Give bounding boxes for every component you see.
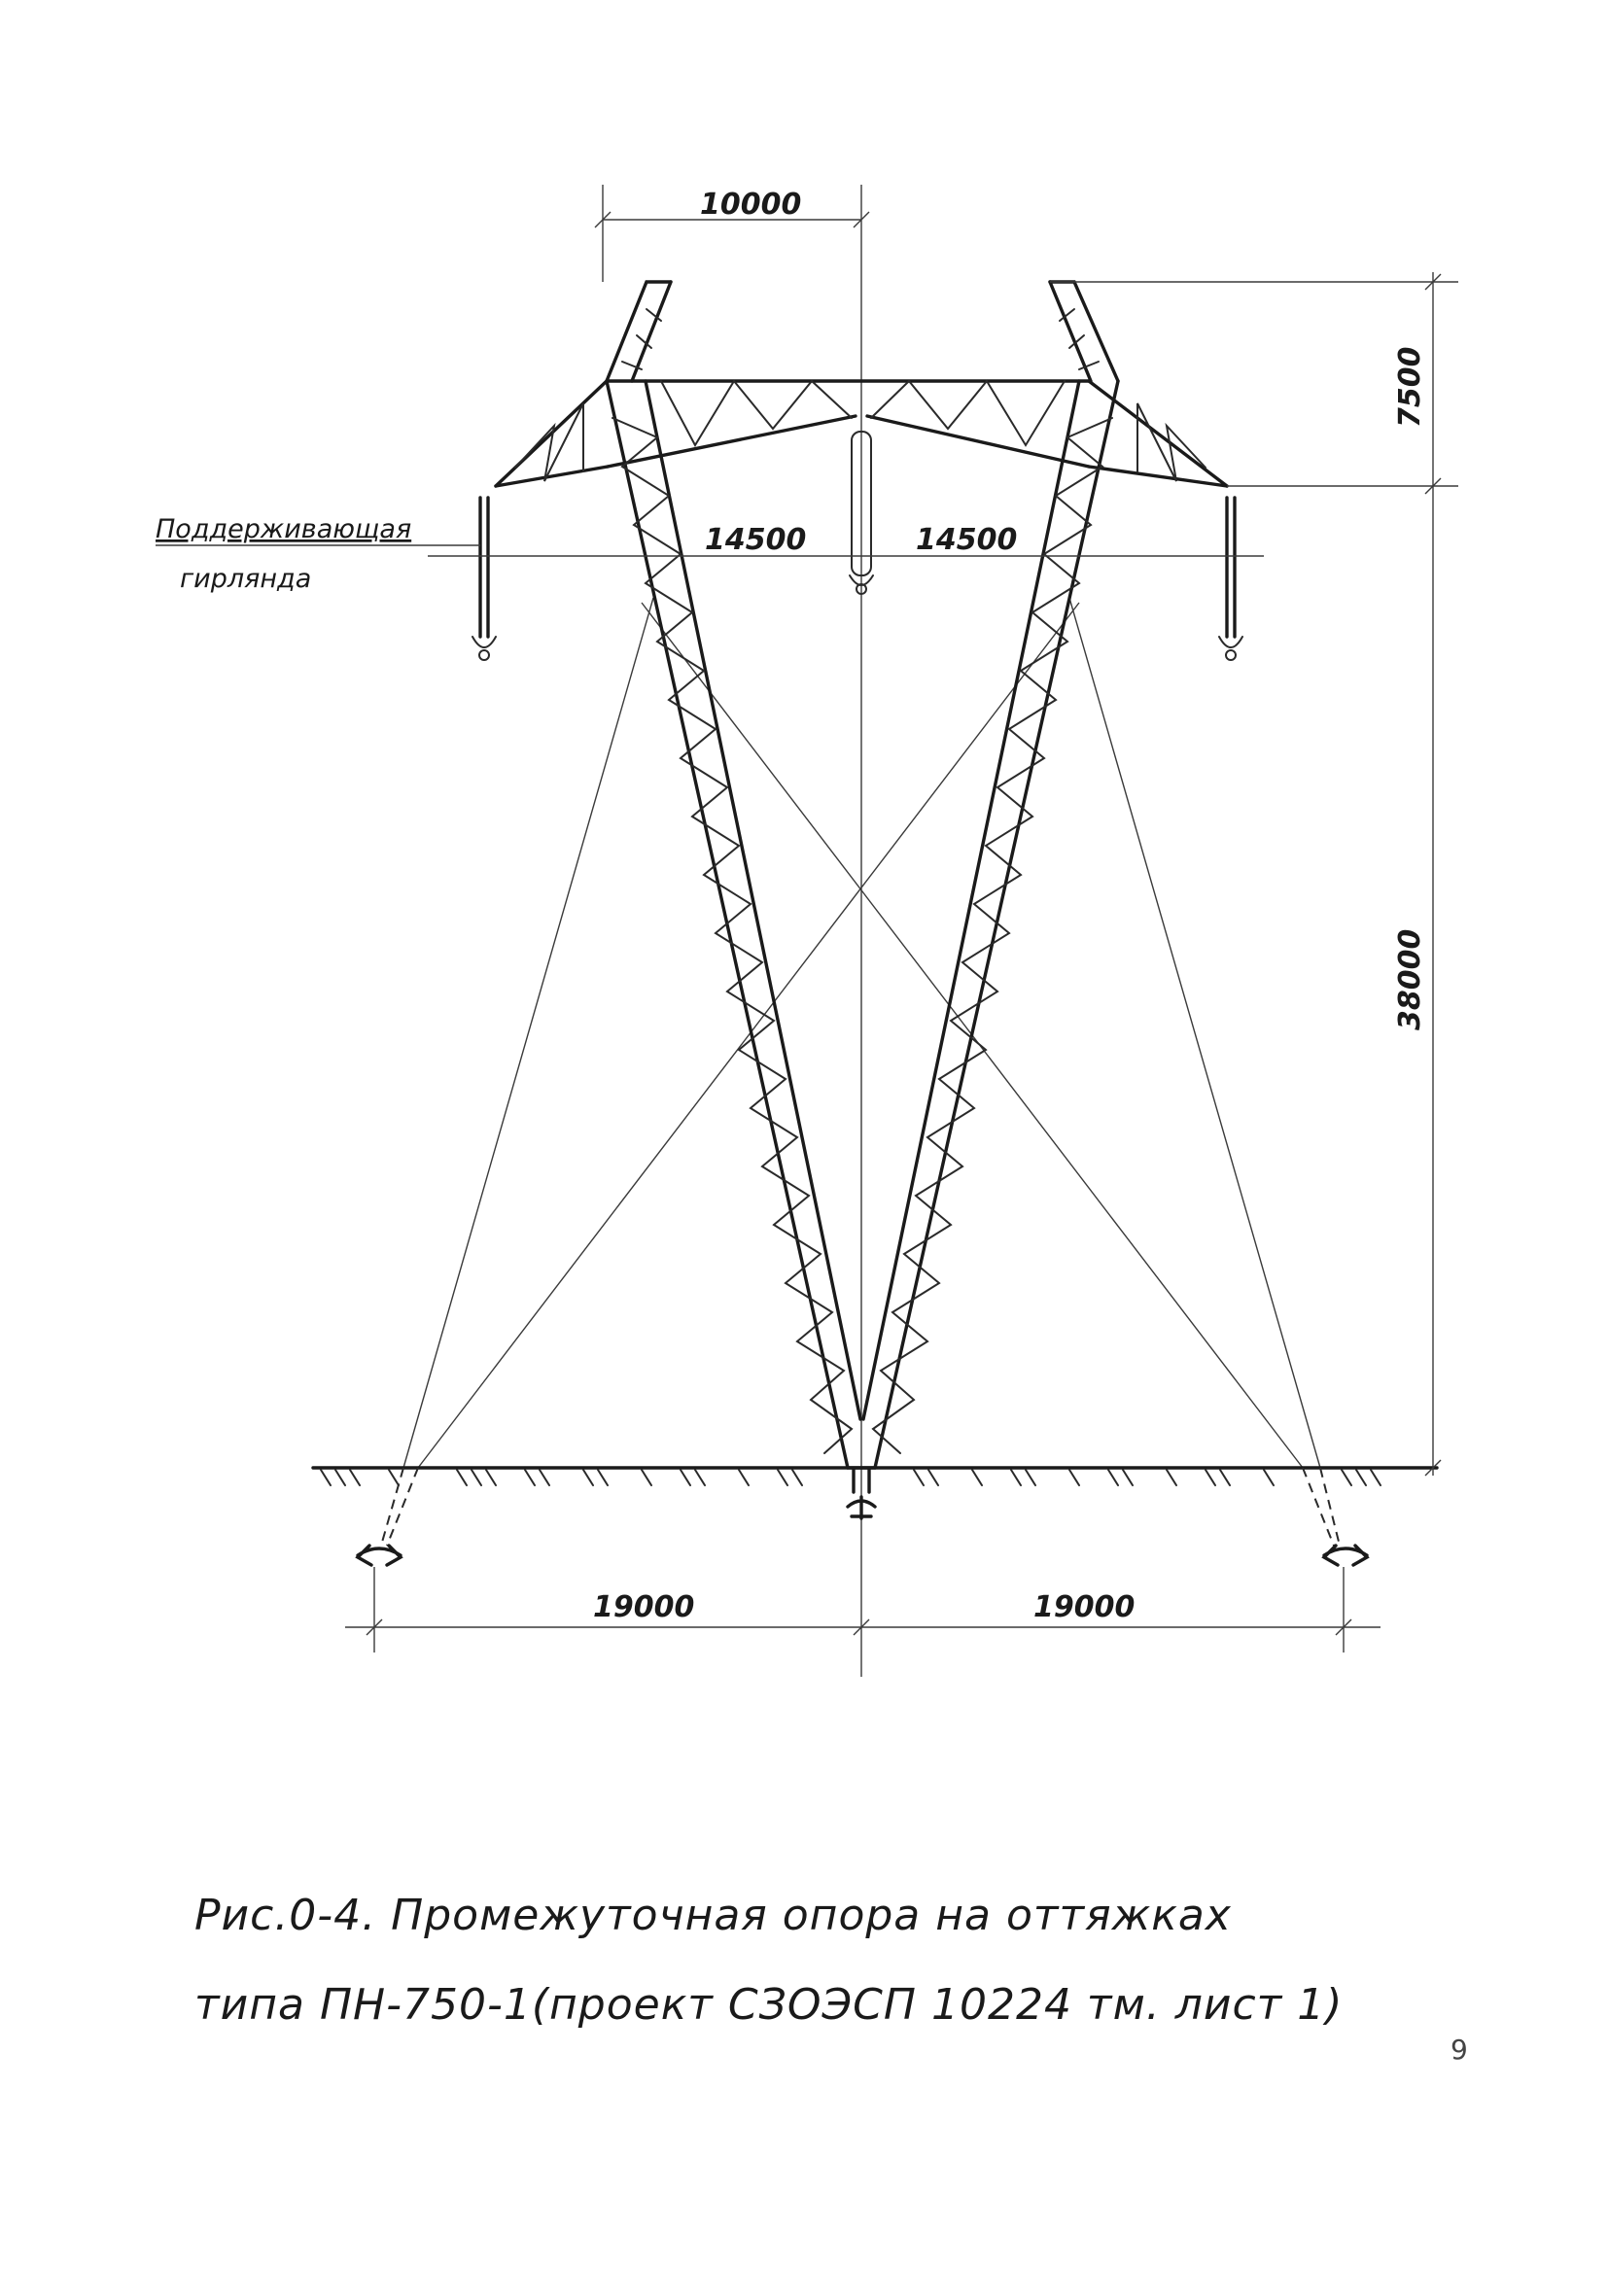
dimension-base-right-label: 19000 — [1033, 1590, 1136, 1624]
page-number: 9 — [1451, 2034, 1468, 2066]
caption-line-2: типа ПН-750-1(проект СЗОЭСП 10224 тм. лист 1) — [194, 1980, 1344, 2030]
anchor-left — [358, 1468, 418, 1565]
dimension-tower-height-label: 38000 — [1393, 928, 1427, 1030]
tower-peaks — [607, 282, 1118, 381]
caption-line-1: Рис.0-4. Промежуточная опора на оттяжках — [194, 1891, 1232, 1940]
ground — [313, 1468, 1437, 1485]
dimension-crossarm-left-label: 14500 — [705, 523, 807, 557]
dimension-base — [345, 1567, 1381, 1652]
anchor-right — [1303, 1468, 1367, 1565]
insulator-left — [472, 498, 496, 660]
dimension-crossarm-right-label: 14500 — [916, 523, 1018, 557]
anchor-center — [848, 1497, 875, 1518]
insulator-right — [1219, 498, 1242, 660]
dimension-base-left-label: 19000 — [593, 1590, 695, 1624]
label-suspension-string-line2: гирлянда — [180, 564, 312, 594]
label-suspension-string-line1: Поддерживающая — [156, 514, 412, 544]
dimension-right-heights — [1050, 272, 1458, 1476]
dimension-top-width-label: 10000 — [700, 188, 802, 222]
dimension-top-height-label: 7500 — [1393, 346, 1427, 428]
